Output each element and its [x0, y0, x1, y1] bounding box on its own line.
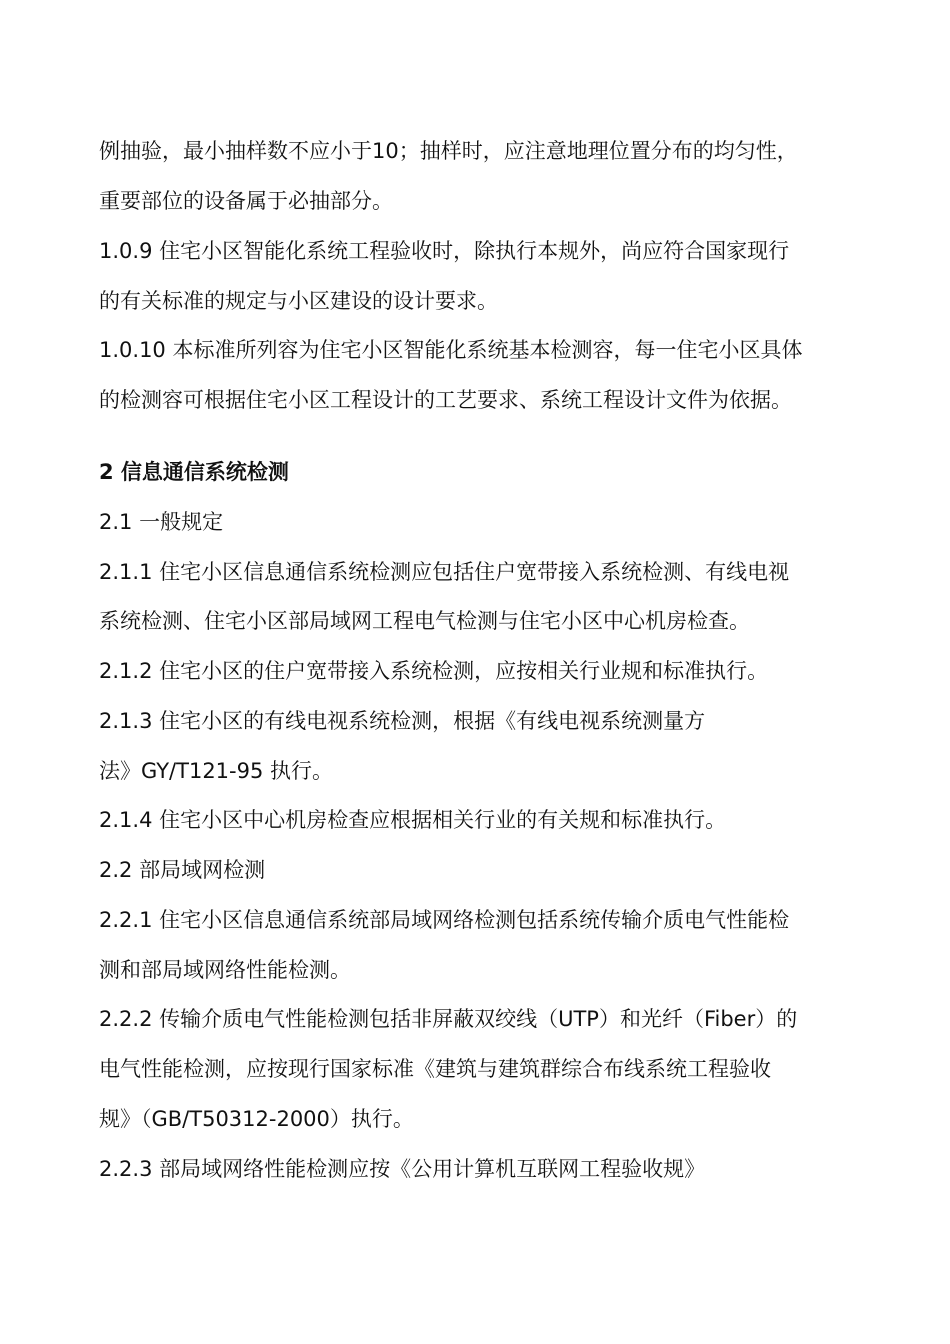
- text-line: 的有关标准的规定与小区建设的设计要求。: [99, 289, 498, 313]
- text-line: 电气性能检测，应按现行国家标准《建筑与建筑群综合布线系统工程验收: [99, 1057, 771, 1081]
- subsection-heading: 2.2 部局域网检测: [99, 858, 266, 882]
- text-line: 2.1.4 住宅小区中心机房检查应根据相关行业的有关规和标准执行。: [99, 808, 727, 832]
- text-line: 的检测容可根据住宅小区工程设计的工艺要求、系统工程设计文件为依据。: [99, 388, 792, 412]
- text-line: 2.2.3 部局域网络性能检测应按《公用计算机互联网工程验收规》: [99, 1157, 706, 1181]
- text-line: 1.0.10 本标准所列容为住宅小区智能化系统基本检测容，每一住宅小区具体: [99, 338, 803, 362]
- section-heading: 2 信息通信系统检测: [99, 460, 289, 484]
- text-line: 重要部位的设备属于必抽部分。: [99, 189, 393, 213]
- subsection-heading: 2.1 一般规定: [99, 510, 224, 534]
- text-line: 2.1.3 住宅小区的有线电视系统检测，根据《有线电视系统测量方: [99, 709, 706, 733]
- text-line: 1.0.9 住宅小区智能化系统工程验收时，除执行本规外，尚应符合国家现行: [99, 239, 790, 263]
- text-line: 2.1.1 住宅小区信息通信系统检测应包括住户宽带接入系统检测、有线电视: [99, 560, 790, 584]
- text-line: 2.2.1 住宅小区信息通信系统部局域网络检测包括系统传输介质电气性能检: [99, 908, 790, 932]
- text-line: 法》GY/T121-95 执行。: [99, 759, 334, 783]
- text-line: 规》（GB/T50312-2000）执行。: [99, 1107, 414, 1131]
- text-line: 系统检测、住宅小区部局域网工程电气检测与住宅小区中心机房检查。: [99, 609, 750, 633]
- text-line: 例抽验，最小抽样数不应小于10；抽样时，应注意地理位置分布的均匀性，: [99, 139, 798, 163]
- text-line: 测和部局域网络性能检测。: [99, 958, 351, 982]
- text-line: 2.2.2 传输介质电气性能检测包括非屏蔽双绞线（UTP）和光纤（Fiber）的: [99, 1007, 798, 1031]
- text-line: 2.1.2 住宅小区的住户宽带接入系统检测，应按相关行业规和标准执行。: [99, 659, 769, 683]
